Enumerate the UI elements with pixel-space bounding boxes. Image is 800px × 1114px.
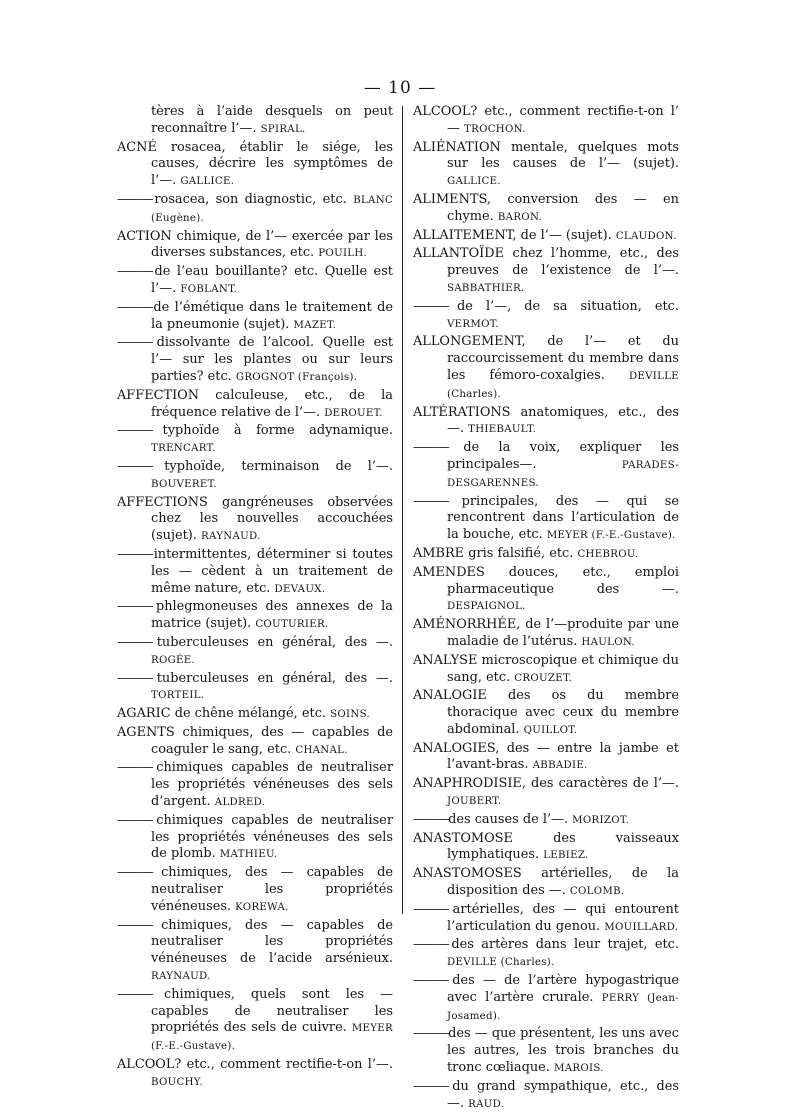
index-entry xyxy=(413,246,679,297)
entry-text: rosacea, établir le siége, les causes, décrire les symptômes de l’—. xyxy=(151,139,393,189)
entry-author: COLOMB. xyxy=(569,886,625,898)
entry-author: DEVAUX. xyxy=(274,583,326,595)
entry-text: de chêne mélangé, etc. xyxy=(174,706,327,722)
index-entry xyxy=(413,812,679,830)
entry-author: PARADES-DESGARENNES. xyxy=(447,459,679,489)
index-entry xyxy=(413,546,679,564)
entry-author: MATHIEU. xyxy=(219,849,278,861)
entry-author: BLANC (Eugène). xyxy=(151,194,394,224)
entry-author: DEROUET. xyxy=(324,407,383,419)
entry-author: JOUBERT. xyxy=(447,796,502,808)
entry-author: BOUVERET. xyxy=(151,478,217,490)
index-entry xyxy=(117,1057,393,1092)
index-entry xyxy=(117,140,393,191)
entry-author: POUILH. xyxy=(318,248,368,260)
index-entry xyxy=(117,495,393,546)
entry-author: GALLICE. xyxy=(447,176,501,188)
ditto-dash: ——— xyxy=(117,423,153,439)
index-entry xyxy=(117,300,393,335)
entry-author: PERRY (Jean-Josamed). xyxy=(447,992,679,1022)
entry-text: des artères dans leur trajet, etc. xyxy=(451,937,679,953)
index-entry xyxy=(413,1026,679,1077)
index-entry xyxy=(413,405,679,440)
entry-text: anatomiques, etc., des —. xyxy=(447,404,679,437)
entry-heading: ANALOGIES, xyxy=(413,740,500,756)
entry-text: conversion des — en chyme. xyxy=(447,191,679,224)
left-column xyxy=(117,104,393,1093)
index-entry xyxy=(413,299,679,334)
entry-author: GALLICE. xyxy=(180,176,235,188)
index-entry xyxy=(117,192,393,228)
entry-heading: ALIMENTS, xyxy=(413,191,491,207)
entry-heading: ALTÉRATIONS xyxy=(413,404,511,420)
index-entry xyxy=(413,334,679,403)
entry-text: des vaisseaux lymphatiques. xyxy=(447,830,679,863)
entry-text: etc., comment rectifie-t-on l’ — xyxy=(447,104,679,136)
ditto-dash: ——— xyxy=(117,546,153,562)
index-entry xyxy=(413,688,679,739)
entry-author: MAZET. xyxy=(293,319,337,331)
entry-heading: ALLONGEMENT, xyxy=(413,334,526,350)
ditto-dash: ——— xyxy=(117,865,153,881)
index-entry xyxy=(117,706,393,724)
index-entry xyxy=(413,776,679,811)
index-entry xyxy=(413,741,679,776)
entry-author: DEVILLE (Charles). xyxy=(447,957,555,969)
index-entry xyxy=(117,388,393,423)
index-entry xyxy=(117,987,393,1056)
entry-text: de la voix, expliquer les principales—. xyxy=(447,440,679,472)
ditto-dash: ——— xyxy=(117,812,153,828)
entry-text: typhoïde à forme adynamique. xyxy=(162,423,393,439)
entry-text: chimiques capables de neutraliser les propriétés vénéneuses des sels de plomb. xyxy=(151,812,393,862)
entry-author: VERMOT. xyxy=(447,318,499,330)
entry-text: dissolvante de l’alcool. Quelle est l’— sur les plantes ou sur leurs parties? etc. xyxy=(151,335,393,384)
page-number: — 10 — xyxy=(363,78,437,98)
entry-heading: ANAPHRODISIE, xyxy=(413,776,526,792)
index-entry xyxy=(117,671,393,706)
entry-author: SPIRAL. xyxy=(260,123,306,135)
entry-text: phlegmoneuses des annexes de la matrice (sujet). xyxy=(151,599,393,632)
index-entry xyxy=(413,866,679,901)
entry-author: RAUD. xyxy=(468,1098,505,1110)
ditto-dash: ——— xyxy=(117,191,153,207)
index-entry xyxy=(413,494,679,545)
index-entry xyxy=(413,617,679,652)
index-entry xyxy=(413,104,679,139)
ditto-dash: ——— xyxy=(117,986,153,1002)
entry-text: des — entre la jambe et l’avant-bras. xyxy=(447,740,679,773)
ditto-dash: ——— xyxy=(413,937,449,953)
index-entry xyxy=(413,902,679,937)
ditto-dash: ——— xyxy=(117,299,153,315)
entry-heading: AGENTS xyxy=(117,724,175,740)
entry-heading: AGARIC xyxy=(117,706,171,722)
entry-heading: ALLANTOÏDE xyxy=(413,246,505,262)
entry-author: ALDRED. xyxy=(214,797,266,809)
entry-text: des os du membre thoracique avec ceux du membre abdominal. xyxy=(447,688,679,737)
entry-text: chimique, de l’— exercée par les diverses substances, etc. xyxy=(151,228,393,261)
ditto-dash: ——— xyxy=(117,458,153,474)
index-entry xyxy=(413,831,679,866)
entry-heading: ANASTOMOSES xyxy=(413,866,522,882)
entry-author: LEBIEZ. xyxy=(543,850,589,862)
index-entry xyxy=(413,1079,679,1114)
entry-text: de l’émétique dans le traitement de la pneumonie (sujet). xyxy=(151,299,393,332)
entry-author: QUILLOT. xyxy=(523,724,578,736)
index-entry xyxy=(117,423,393,458)
entry-author: ABBADIE. xyxy=(532,760,588,772)
entry-author: MOUILLARD. xyxy=(604,921,679,933)
ditto-dash: ——— xyxy=(117,335,153,351)
column-divider xyxy=(402,106,403,914)
entry-text: des — de l’artère hypogastrique avec l’artère crurale. xyxy=(447,973,679,1005)
entry-author: RAYNAUD. xyxy=(201,531,261,543)
entry-text: gris falsifié, etc. xyxy=(468,545,574,561)
index-entry xyxy=(117,760,393,811)
entry-text: du grand sympathique, etc., des —. xyxy=(447,1078,679,1111)
entry-heading: AFFECTION xyxy=(117,387,200,403)
index-entry xyxy=(117,635,393,670)
entry-text: intermittentes, déterminer si toutes les — cèdent à un traitement de même nature, etc. xyxy=(151,546,393,596)
entry-author: TROCHON. xyxy=(464,123,526,135)
entry-text: chimiques, quels sont les — capables de neutraliser les propriétés des sels de cuivre. xyxy=(151,986,393,1036)
entry-heading: AMÉNORRHÉE, xyxy=(413,617,521,633)
entry-author: MEYER (F.-E.-Gustave). xyxy=(546,530,676,542)
ditto-dash: ——— xyxy=(413,1026,449,1042)
index-entry xyxy=(117,813,393,864)
entry-author: KOREWA. xyxy=(235,901,289,913)
entry-author: RAYNAUD. xyxy=(151,971,211,983)
entry-text: tuberculeuses en général, des —. xyxy=(156,634,393,650)
entry-author: CLAUDON. xyxy=(615,230,677,242)
ditto-dash: ——— xyxy=(117,599,153,615)
ditto-dash: ——— xyxy=(413,440,449,456)
entry-text: artérielles, des — qui entourent l’articulation du genou. xyxy=(447,901,679,934)
entry-author: TORTEIL. xyxy=(151,690,205,702)
entry-text: chimiques, des — capables de coaguler le sang, etc. xyxy=(151,724,393,757)
entry-author: SABBATHIER. xyxy=(447,282,525,294)
entry-text: rosacea, son diagnostic, etc. xyxy=(154,191,347,207)
entry-author: CROUZET. xyxy=(514,672,573,684)
ditto-dash: ——— xyxy=(413,298,449,314)
entry-author: GROGNOT (François). xyxy=(235,371,358,383)
index-entry xyxy=(117,599,393,634)
entry-text: de l’—produite par une maladie de l’utérus. xyxy=(447,617,679,649)
entry-heading: AMENDES xyxy=(413,564,485,580)
ditto-dash: ——— xyxy=(117,760,153,776)
entry-heading: ACTION xyxy=(117,228,172,244)
entry-text: des caractères de l’—. xyxy=(531,776,679,792)
entry-author: SOINS. xyxy=(330,709,371,721)
entry-heading: ACNÉ xyxy=(117,139,157,155)
entry-text: principales, des — qui se rencontrent dans l’articulation de la bouche, etc. xyxy=(447,493,679,543)
index-entry xyxy=(413,937,679,972)
index-entry xyxy=(117,264,393,299)
entry-text: chimiques, des — capables de neutraliser les propriétés vénéneuses de l’acide arsénieux. xyxy=(151,917,393,967)
index-entry xyxy=(413,228,679,246)
entry-heading: AFFECTIONS xyxy=(117,494,208,510)
entry-heading: ALCOOL? xyxy=(413,104,478,119)
entry-heading: ALCOOL? xyxy=(117,1057,182,1073)
entry-author: FOBLANT. xyxy=(180,283,238,295)
entry-author: MEYER (F.-E.-Gustave). xyxy=(151,1023,394,1053)
entry-text: douces, etc., emploi pharmaceutique des —. xyxy=(447,564,679,597)
entry-text: chez l’homme, etc., des preuves de l’existence de l’—. xyxy=(447,246,679,279)
entry-text: chimiques capables de neutraliser les propriétés vénéneuses des sels d’argent. xyxy=(151,760,393,810)
index-entry xyxy=(117,459,393,494)
ditto-dash: ——— xyxy=(413,1078,449,1094)
index-entry xyxy=(117,918,393,986)
ditto-dash: ——— xyxy=(117,634,153,650)
entry-author: COUTURIER. xyxy=(255,619,329,631)
entry-heading: ANASTOMOSE xyxy=(413,830,513,846)
entry-text: des — que présentent, les uns avec les autres, les trois branches du tronc cœliaque. xyxy=(447,1026,679,1076)
index-entry xyxy=(413,565,679,616)
entry-text: de l’eau bouillante? etc. Quelle est l’—. xyxy=(151,264,393,296)
entry-text: de l’— et du raccourcissement du membre dans les fémoro-coxalgies. xyxy=(447,334,679,383)
index-entry xyxy=(117,104,393,139)
entry-text: de l’—, de sa situation, etc. xyxy=(457,298,679,314)
index-entry xyxy=(413,653,679,688)
entry-author: ROGÉE. xyxy=(151,654,196,666)
index-entry xyxy=(117,229,393,264)
entry-heading: ANALYSE xyxy=(413,652,478,668)
entry-heading: ALLAITEMENT, xyxy=(413,227,517,243)
index-entry xyxy=(117,865,393,916)
entry-author: TRENCART. xyxy=(151,443,216,455)
entry-author: DESPAIGNOL. xyxy=(447,601,526,613)
ditto-dash: ——— xyxy=(413,973,449,989)
entry-heading: ANALOGIE xyxy=(413,688,487,704)
right-column xyxy=(413,104,679,1114)
entry-text: des causes de l’—. xyxy=(448,811,569,827)
ditto-dash: ——— xyxy=(413,493,449,509)
index-entry xyxy=(413,973,679,1025)
entry-text: mentale, quelques mots sur les causes de l’— (sujet). xyxy=(447,139,679,172)
entry-text: typhoïde, terminaison de l’—. xyxy=(164,458,393,474)
entry-heading: ALIÉNATION xyxy=(413,139,501,155)
entry-author: MORIZOT. xyxy=(572,814,630,826)
entry-author: CHANAL. xyxy=(295,744,348,756)
index-entry xyxy=(413,140,679,191)
entry-text: artérielles, de la disposition des —. xyxy=(447,866,679,899)
index-entry xyxy=(117,547,393,598)
ditto-dash: ——— xyxy=(117,670,153,686)
index-entry xyxy=(117,725,393,760)
entry-author: HAULON. xyxy=(581,636,635,648)
entry-author: MAROIS. xyxy=(554,1063,604,1075)
entry-author: BOUCHY. xyxy=(151,1076,204,1088)
index-entry xyxy=(413,440,679,492)
entry-text: tères à l’aide desquels on peut reconnaître l’—. xyxy=(151,104,393,136)
ditto-dash: ——— xyxy=(413,811,449,827)
entry-author: THIEBAULT. xyxy=(468,424,537,436)
entry-text: etc., comment rectifie-t-on l’—. xyxy=(186,1057,393,1073)
entry-text: tuberculeuses en général, des —. xyxy=(156,670,393,686)
ditto-dash: ——— xyxy=(117,264,153,280)
entry-text: de l’— (sujet). xyxy=(520,227,612,243)
index-entry xyxy=(413,192,679,227)
ditto-dash: ——— xyxy=(117,917,153,933)
index-entry xyxy=(117,335,393,386)
ditto-dash: ——— xyxy=(413,901,449,917)
entry-author: DEVILLE (Charles). xyxy=(447,370,679,400)
entry-author: BARON. xyxy=(497,211,543,223)
entry-text: chimiques, des — capables de neutraliser les propriétés vénéneuses. xyxy=(151,865,393,914)
entry-heading: AMBRE xyxy=(413,545,465,561)
entry-text: gangréneuses observées chez les nouvelles accouchées (sujet). xyxy=(151,494,393,544)
entry-text: calculeuse, etc., de la fréquence relative de l’—. xyxy=(151,387,393,420)
entry-text: microscopique et chimique du sang, etc. xyxy=(447,652,679,685)
entry-author: CHEBROU. xyxy=(577,548,639,560)
